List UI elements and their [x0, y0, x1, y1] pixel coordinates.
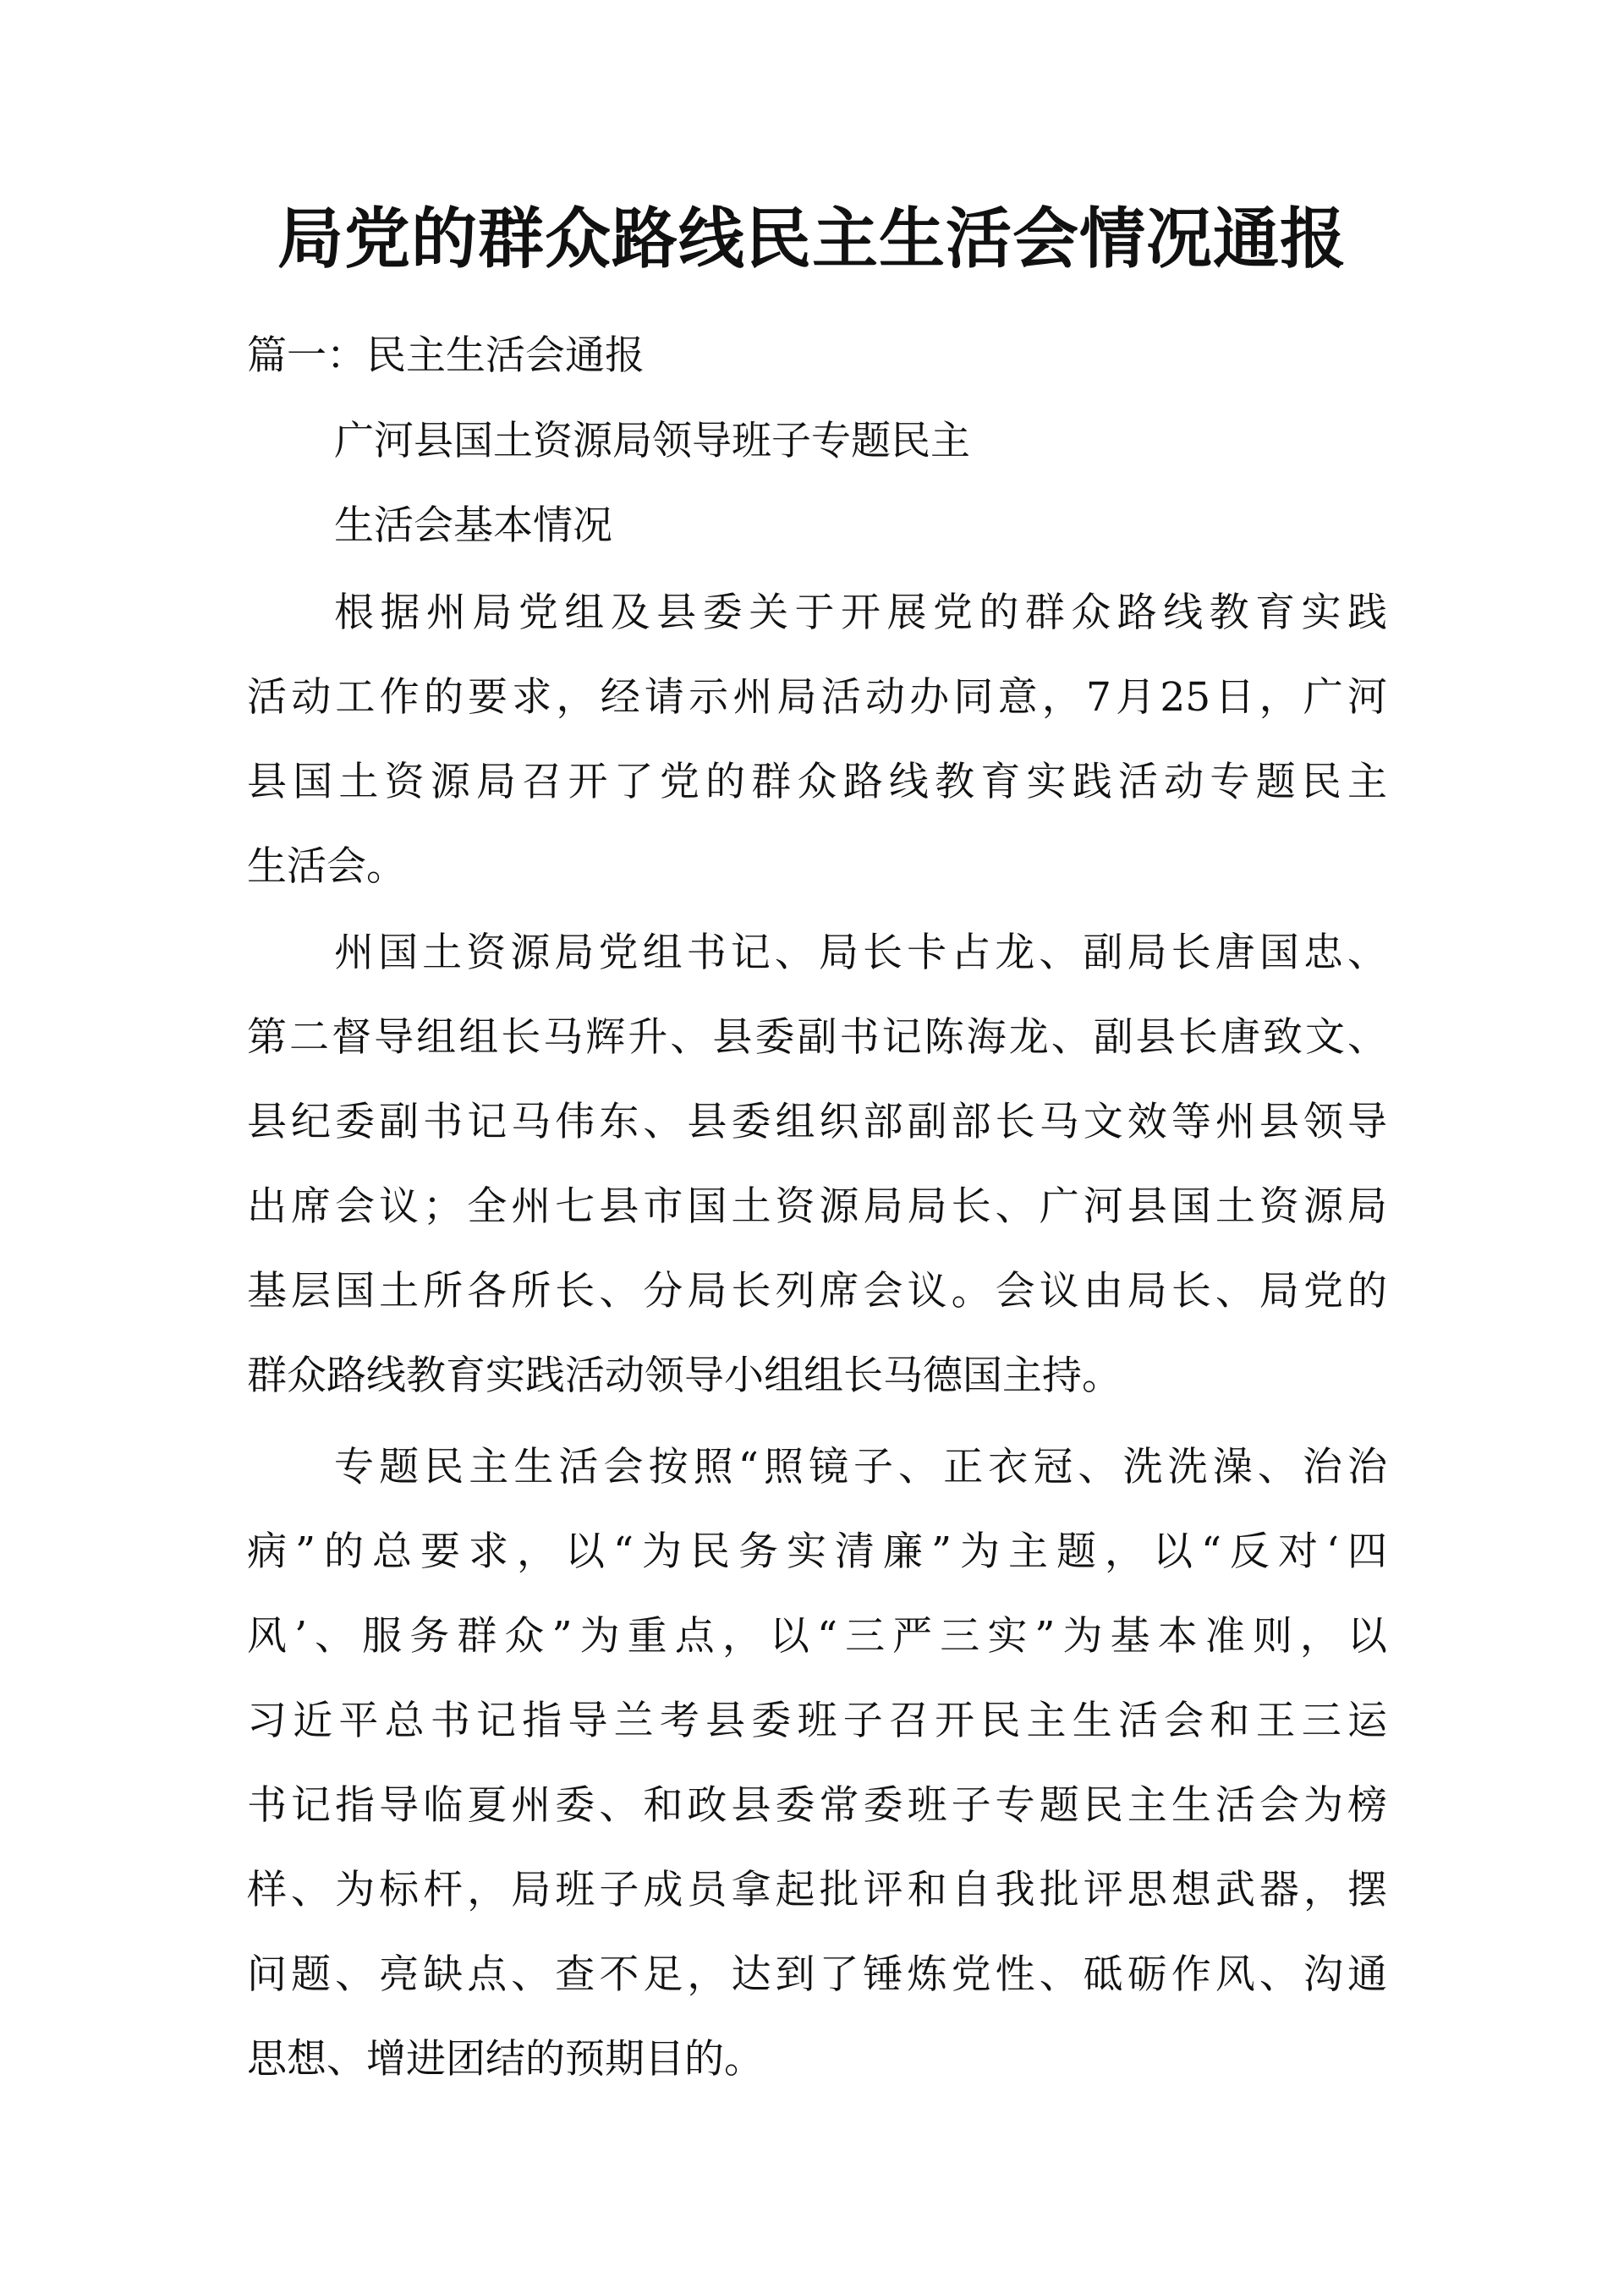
paragraph-3-line-1: 专题民主生活会按照“照镜子、正衣冠、洗洗澡、治治 [334, 1444, 1387, 1490]
paragraph-1-line-1: 根据州局党组及县委关于开展党的群众路线教育实践 [334, 590, 1387, 636]
paragraph-1-line-3: 县国土资源局召开了党的群众路线教育实践活动专题民主 [247, 759, 1387, 805]
paragraph-3-line-6: 样、为标杆，局班子成员拿起批评和自我批评思想武器，摆 [247, 1867, 1387, 1913]
paragraph-3-line-4: 习近平总书记指导兰考县委班子召开民主生活会和王三运 [247, 1698, 1387, 1744]
paragraph-3-line-8: 思想、增进团结的预期目的。 [247, 2036, 764, 2083]
paragraph-3-line-5: 书记指导临夏州委、和政县委常委班子专题民主生活会为榜 [247, 1782, 1387, 1829]
paragraph-2-line-1: 州国土资源局党组书记、局长卡占龙、副局长唐国忠、 [334, 930, 1387, 976]
subtitle-line-1: 广河县国土资源局领导班子专题民主 [334, 418, 970, 464]
document-title: 局党的群众路线民主生活会情况通报 [277, 200, 1347, 277]
paragraph-2-line-4: 出席会议；全州七县市国土资源局局长、广河县国土资源局 [247, 1183, 1387, 1230]
paragraph-3-line-7: 问题、亮缺点、查不足，达到了锤炼党性、砥砺作风、沟通 [247, 1951, 1387, 1998]
paragraph-1-line-2: 活动工作的要求，经请示州局活动办同意，7月25日，广河 [247, 674, 1387, 721]
subtitle-line-2: 生活会基本情况 [334, 502, 612, 549]
paragraph-2-line-3: 县纪委副书记马伟东、县委组织部副部长马文效等州县领导 [247, 1099, 1387, 1145]
paragraph-2-line-2: 第二督导组组长马辉升、县委副书记陈海龙、副县长唐致文、 [247, 1014, 1387, 1061]
paragraph-2-line-6: 群众路线教育实践活动领导小组组长马德国主持。 [247, 1353, 1122, 1399]
paragraph-3-line-2: 病”的总要求，以“为民务实清廉”为主题，以“反对‘四 [247, 1528, 1387, 1575]
paragraph-3-line-3: 风’、服务群众”为重点，以“三严三实”为基本准则，以 [247, 1613, 1387, 1660]
paragraph-2-line-5: 基层国土所各所长、分局长列席会议。会议由局长、局党的 [247, 1268, 1387, 1314]
paragraph-1-line-4: 生活会。 [247, 843, 406, 890]
section-heading: 篇一：民主生活会通报 [247, 332, 645, 379]
